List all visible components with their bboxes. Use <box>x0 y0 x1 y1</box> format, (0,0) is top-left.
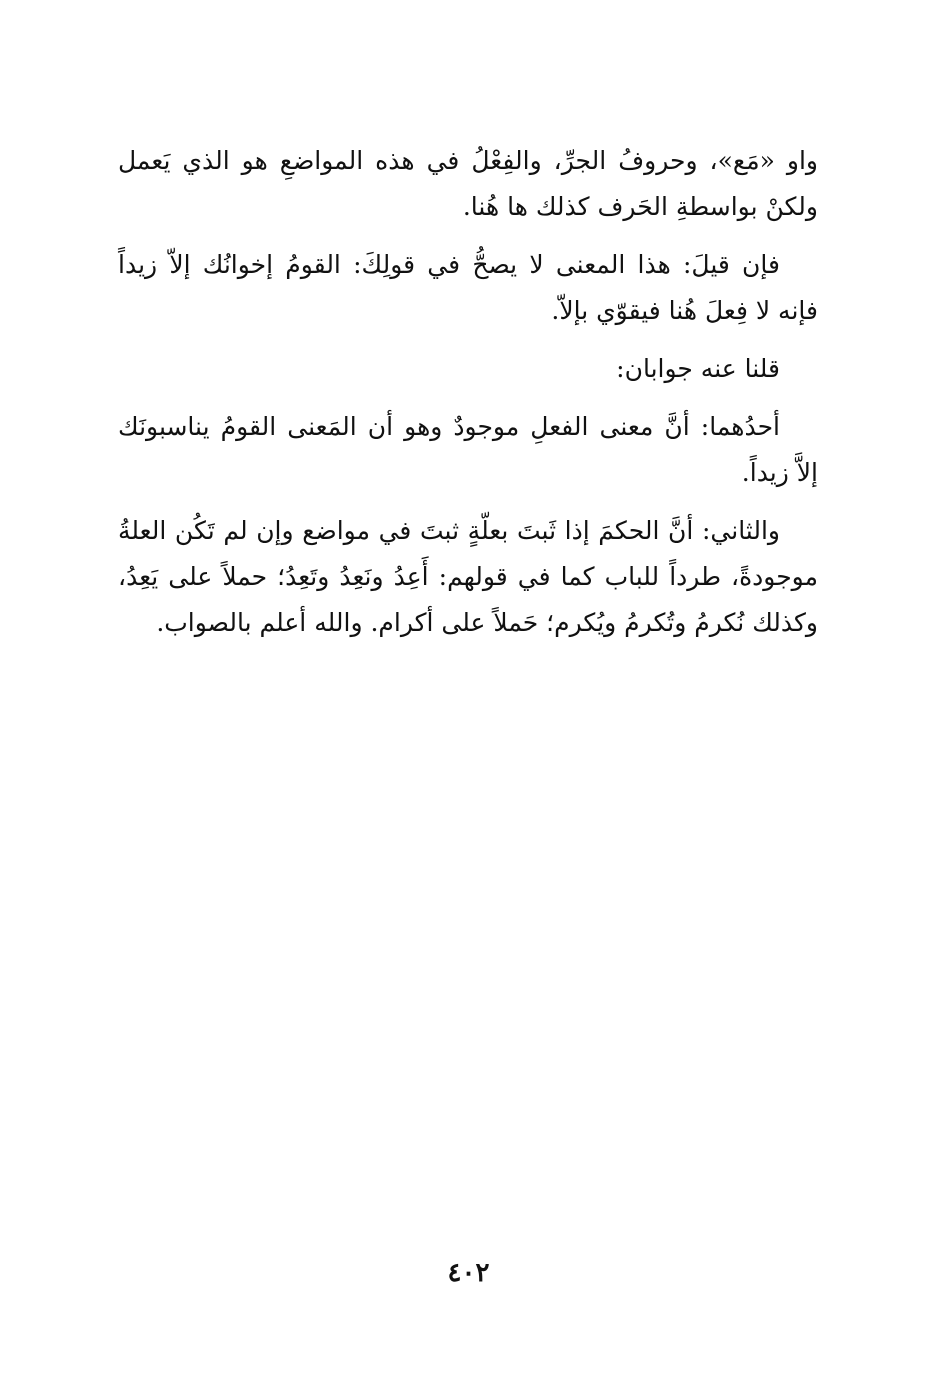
paragraph-4: أحدُهما: أنَّ معنى الفعلِ موجودٌ وهو أن المَعنى القومُ يناسبونَك إلاَّ زيداً. <box>118 412 818 487</box>
page-number: ٤٠٢ <box>447 1258 490 1288</box>
paragraph-5: والثاني: أنَّ الحكمَ إذا ثَبتَ بعلّةٍ ثبتَ في مواضع وإن لم تَكُن العلةُ موجودةً، طرداً للباب كما في قولهم: أَعِدُ ونَعِدُ وتَعِدُ؛ حملاً على يَعِدُ، وكذلك نُكرمُ وتُكرمُ ويُكرم؛ حَملاً على أكرام. والله أعلم بالصواب. <box>118 516 818 637</box>
paragraph-1: واو «مَع»، وحروفُ الجرِّ، والفِعْلُ في هذه المواضعِ هو الذي يَعمل ولكنْ بواسطةِ الحَرف كذلك ها هُنا. <box>118 146 818 221</box>
paragraph-2: فإن قيلَ: هذا المعنى لا يصحُّ في قولِكَ: القومُ إخوانُك إلاّ زيداً فإنه لا فِعلَ هُنا فيقوّي بإلاّ. <box>118 250 818 325</box>
main-text <box>118 138 818 658</box>
paragraph-3: قلنا عنه جوابان: <box>616 354 780 383</box>
